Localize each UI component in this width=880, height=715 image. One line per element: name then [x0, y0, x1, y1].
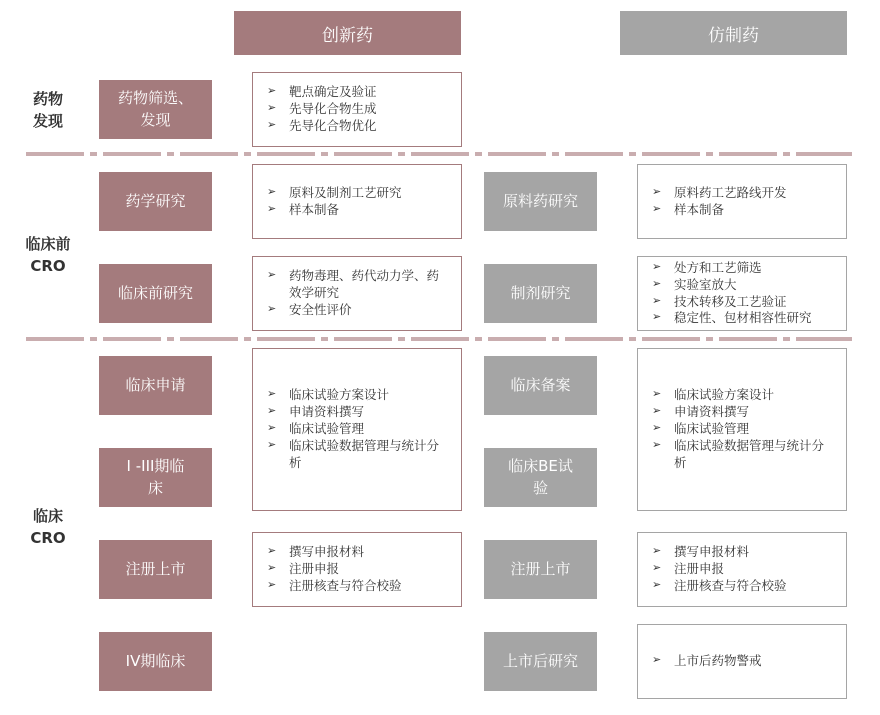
innovative-step-discovery: 药物筛选、 发现 — [99, 80, 212, 139]
generic-step-post-market: 上市后研究 — [484, 632, 597, 691]
list-item: ➢ 实验室放大 — [652, 277, 834, 294]
list-item: ➢ 样本制备 — [652, 202, 834, 219]
list-item: ➢ 注册核查与符合校验 — [652, 578, 834, 595]
innovative-step-phase-1-3: I -III期临 床 — [99, 448, 212, 507]
innovative-detail-box-pharmaceutical — [252, 164, 462, 239]
detail-list — [267, 84, 449, 135]
detail-list — [267, 544, 449, 595]
innovative-drug-header: 创新药 — [234, 11, 461, 55]
generic-step-clinical-filing: 临床备案 — [484, 356, 597, 415]
innovative-detail-box-registration — [252, 532, 462, 607]
list-item: ➢ 申请资料撰写 — [652, 404, 834, 421]
detail-list — [267, 185, 449, 219]
list-item: ➢ 先导化合物生成 — [267, 101, 449, 118]
list-item: ➢ 撰写申报材料 — [267, 544, 449, 561]
stage-label-discovery: 药物 发现 — [32, 90, 63, 130]
generic-detail-box-registration — [637, 532, 847, 607]
list-item: ➢ 先导化合物优化 — [267, 118, 449, 135]
stage-separator — [26, 152, 852, 156]
stage-label-preclinical: 临床前 CRO — [25, 235, 71, 275]
innovative-detail-box-clinical — [252, 348, 462, 511]
generic-step-be-trial: 临床BE试 验 — [484, 448, 597, 507]
list-item: ➢ 临床试验方案设计 — [652, 387, 834, 404]
list-item: ➢ 原料药工艺路线开发 — [652, 185, 834, 202]
innovative-step-phase-4: IV期临床 — [99, 632, 212, 691]
list-item: ➢ 临床试验方案设计 — [267, 387, 449, 404]
list-item: ➢ 注册核查与符合校验 — [267, 578, 449, 595]
stage-separator — [26, 337, 852, 341]
detail-list — [652, 387, 834, 471]
innovative-step-preclinical-research: 临床前研究 — [99, 264, 212, 323]
list-item: ➢ 临床试验数据管理与统计分析 — [267, 438, 449, 472]
innovative-detail-box-preclinical — [252, 256, 462, 331]
list-item: ➢ 注册申报 — [267, 561, 449, 578]
innovative-step-pharmaceutical-research: 药学研究 — [99, 172, 212, 231]
list-item: ➢ 上市后药物警戒 — [652, 653, 834, 670]
list-item: ➢ 撰写申报材料 — [652, 544, 834, 561]
list-item: ➢ 稳定性、包材相容性研究 — [652, 310, 834, 327]
list-item: ➢ 靶点确定及验证 — [267, 84, 449, 101]
list-item: ➢ 原料及制剂工艺研究 — [267, 185, 449, 202]
detail-list — [652, 260, 834, 328]
innovative-detail-box-discovery — [252, 72, 462, 147]
detail-list — [267, 268, 449, 319]
list-item: ➢ 临床试验管理 — [267, 421, 449, 438]
stage-label-clinical: 临床 CRO — [30, 507, 66, 547]
generic-detail-box-clinical — [637, 348, 847, 511]
list-item: ➢ 临床试验数据管理与统计分析 — [652, 438, 834, 472]
generic-detail-box-formulation — [637, 256, 847, 331]
innovative-step-clinical-application: 临床申请 — [99, 356, 212, 415]
innovative-step-registration: 注册上市 — [99, 540, 212, 599]
generic-step-api-research: 原料药研究 — [484, 172, 597, 231]
generic-detail-box-api — [637, 164, 847, 239]
detail-list — [267, 387, 449, 471]
list-item: ➢ 申请资料撰写 — [267, 404, 449, 421]
detail-list — [652, 185, 834, 219]
list-item: ➢ 安全性评价 — [267, 302, 449, 319]
list-item: ➢ 处方和工艺筛选 — [652, 260, 834, 277]
generic-step-registration: 注册上市 — [484, 540, 597, 599]
list-item: ➢ 注册申报 — [652, 561, 834, 578]
list-item: ➢ 样本制备 — [267, 202, 449, 219]
detail-list — [652, 653, 834, 670]
list-item: ➢ 技术转移及工艺验证 — [652, 294, 834, 311]
list-item: ➢ 临床试验管理 — [652, 421, 834, 438]
generic-step-formulation-research: 制剂研究 — [484, 264, 597, 323]
generic-drug-header: 仿制药 — [620, 11, 847, 55]
generic-detail-box-post-market — [637, 624, 847, 699]
detail-list — [652, 544, 834, 595]
list-item: ➢ 药物毒理、药代动力学、药效学研究 — [267, 268, 449, 302]
